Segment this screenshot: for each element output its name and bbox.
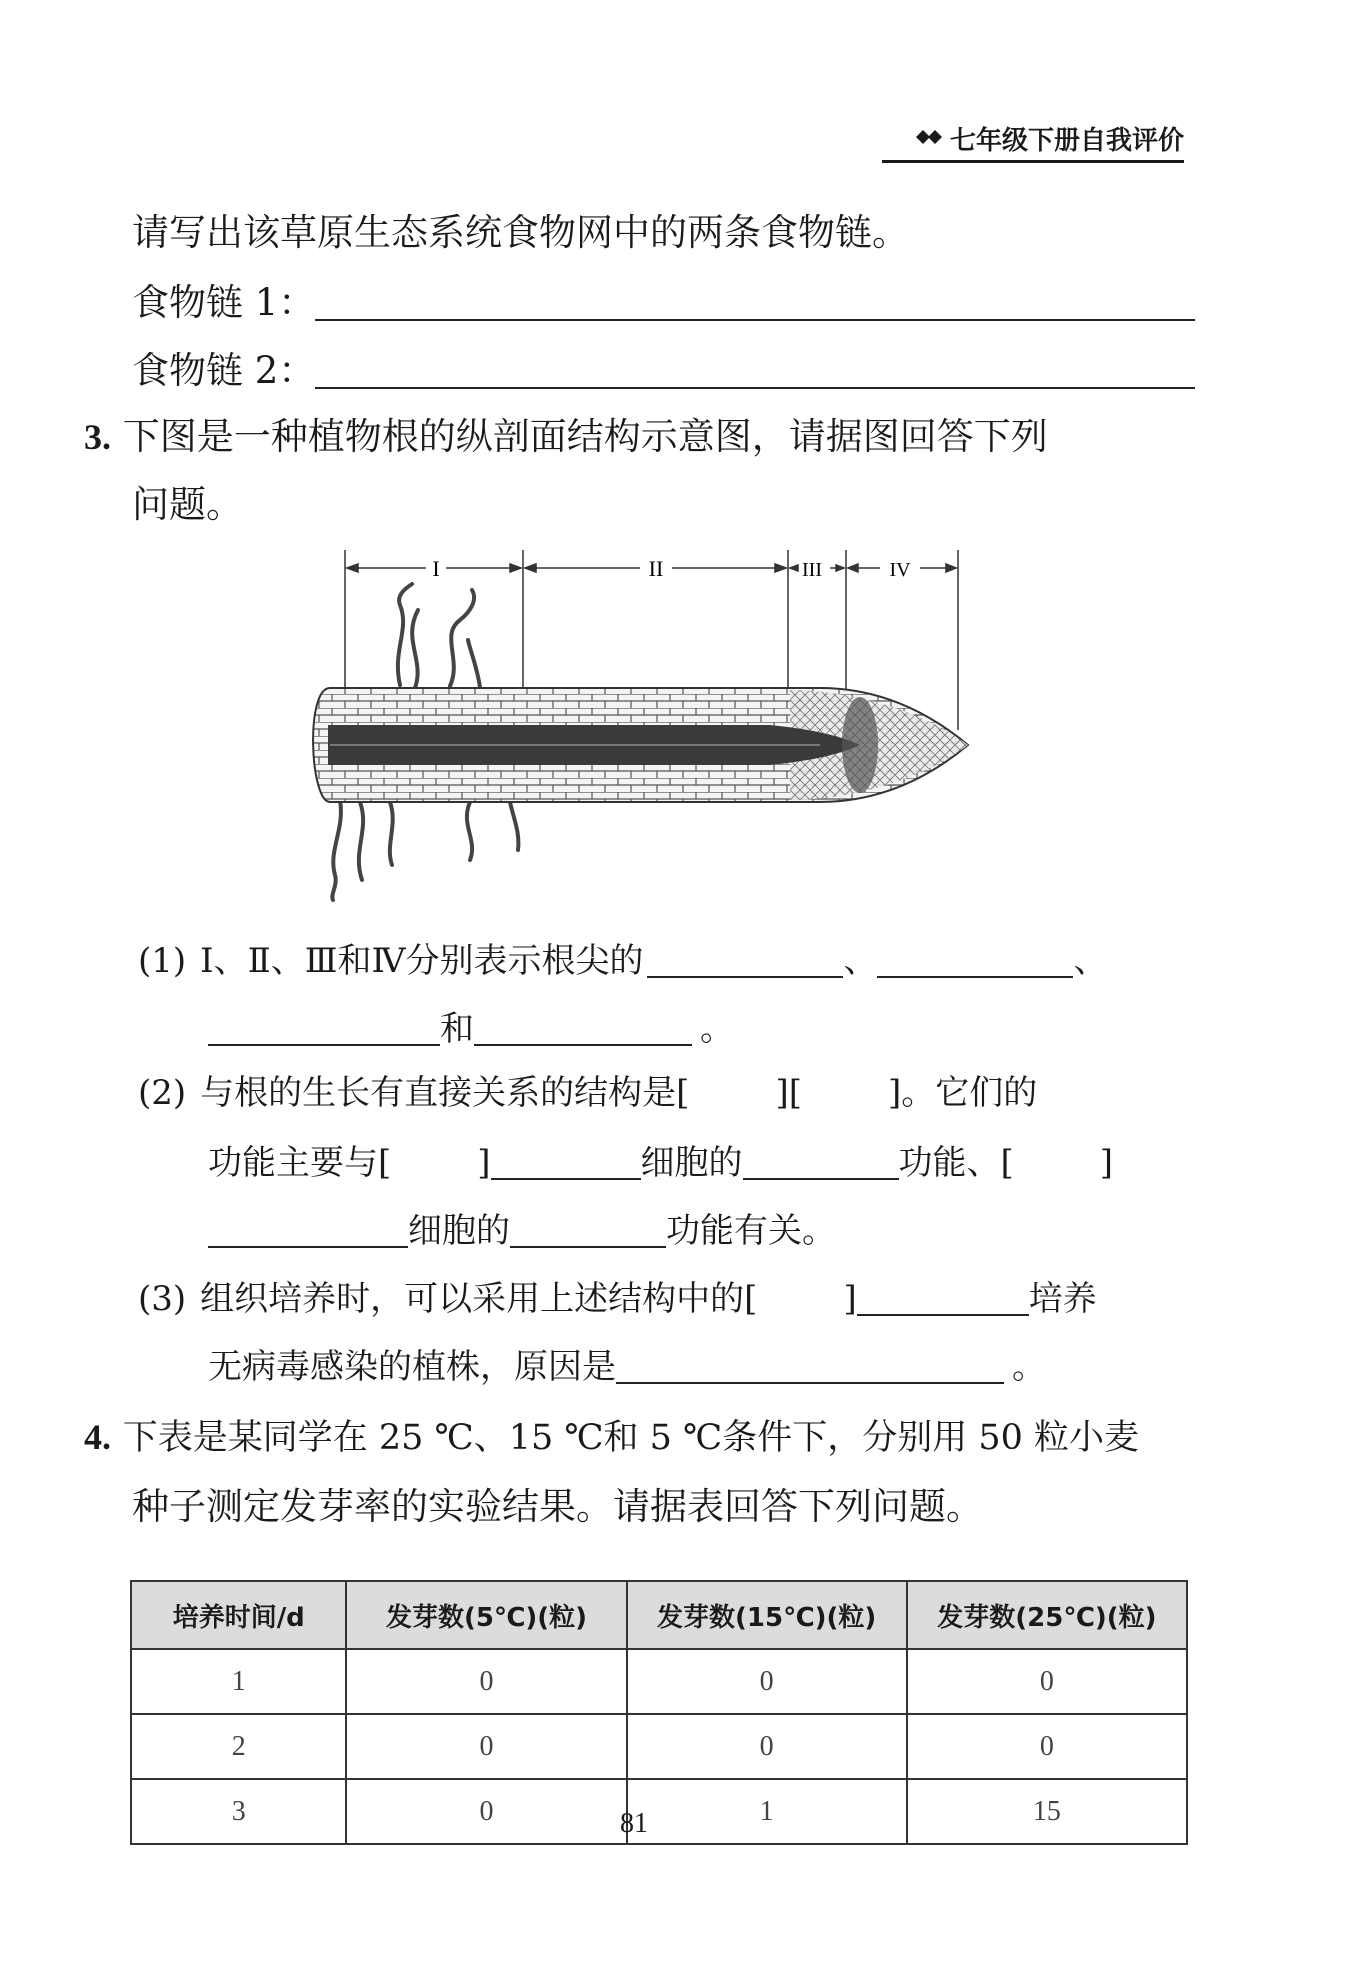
q3-part1-text: Ⅰ、Ⅱ、Ⅲ和Ⅳ分别表示根尖的 — [200, 941, 644, 981]
diagram-label-1: I — [432, 556, 440, 581]
q3-part3-text2: 无病毒感染的植株，原因是 — [208, 1347, 616, 1387]
q3-part1-end: 。 — [700, 1009, 734, 1049]
table-cell: 0 — [627, 1714, 907, 1779]
table-cell: 0 — [346, 1779, 626, 1844]
food-chain-2-blank[interactable] — [315, 353, 1195, 389]
q3-part2-cell1: 细胞的 — [640, 1143, 743, 1183]
q3-part2-bracket4-close: ] — [1099, 1143, 1114, 1183]
table-row — [131, 1779, 1187, 1844]
q4-text-line2: 种子测定发芽率的实验结果。请据表回答下列问题。 — [132, 1485, 983, 1528]
q3-part1-blank1[interactable] — [647, 942, 843, 978]
q3-text-line1: 下图是一种植物根的纵剖面结构示意图，请据图回答下列 — [122, 415, 1048, 458]
table-row — [131, 1714, 1187, 1779]
q3-part2-cell2: 细胞的 — [408, 1211, 510, 1251]
table-cell: 1 — [627, 1779, 907, 1844]
table-header-cell: 发芽数(5℃)(粒) — [346, 1581, 626, 1649]
table-cell: 0 — [346, 1649, 626, 1714]
q3-part1-and: 和 — [440, 1009, 474, 1049]
intro-instruction: 请写出该草原生态系统食物网中的两条食物链。 — [132, 211, 909, 254]
root-diagram — [300, 540, 980, 910]
table-header-cell: 培养时间/d — [131, 1581, 346, 1649]
q3-part1-row1 — [138, 941, 1108, 981]
q3-part2-func1: 功能、[ — [898, 1143, 1014, 1183]
food-chain-2-row — [132, 349, 1195, 392]
q3-part2-bracket3-close: ] — [477, 1143, 491, 1183]
table-cell: 1 — [131, 1649, 346, 1714]
food-chain-1-blank[interactable] — [315, 285, 1195, 321]
q3-part1-blank3[interactable] — [208, 1010, 440, 1046]
q3-text-line2: 问题。 — [132, 483, 243, 526]
q3-part2-num: (2) — [138, 1073, 187, 1113]
q3-part2-blank2[interactable] — [743, 1144, 899, 1180]
q3-part2-blank1[interactable] — [491, 1144, 641, 1180]
q3-part1-blank4[interactable] — [474, 1010, 692, 1046]
table-row — [131, 1649, 1187, 1714]
q3-part3-end: 。 — [1012, 1347, 1046, 1387]
q3-part2-row2 — [208, 1143, 1114, 1183]
page-number: 81 — [620, 1808, 648, 1839]
q3-part1-row2 — [208, 1009, 734, 1049]
diagram-label-4: IV — [889, 559, 911, 581]
q3-part3-text1: 组织培养时，可以采用上述结构中的[ — [200, 1279, 758, 1319]
q3-part3-row2 — [208, 1347, 1046, 1387]
table-cell: 2 — [131, 1714, 346, 1779]
q4-number: 4. — [84, 1417, 111, 1457]
q3-number: 3. — [84, 417, 111, 457]
table-cell: 0 — [907, 1714, 1187, 1779]
diagram-label-2: II — [648, 556, 664, 581]
q3-part2-bracket-sep: ][ — [775, 1073, 802, 1113]
table-cell: 3 — [131, 1779, 346, 1844]
q3-part1-blank2[interactable] — [877, 942, 1073, 978]
q3-part3-blank1[interactable] — [857, 1280, 1029, 1316]
q3-part2-row1 — [138, 1073, 1038, 1113]
q3-part3-text1b: 培养 — [1028, 1279, 1097, 1319]
q3-part2-text2: 功能主要与[ — [208, 1143, 392, 1183]
q3-part3-blank2[interactable] — [616, 1348, 1004, 1384]
header-rule — [882, 160, 1184, 163]
table-cell: 0 — [346, 1714, 626, 1779]
q3-part3-bracket-close: ] — [843, 1279, 857, 1319]
table-cell: 0 — [627, 1649, 907, 1714]
q3-part3-num: (3) — [138, 1279, 187, 1319]
q3-part2-blank4[interactable] — [510, 1212, 666, 1248]
double-diamond-icon — [916, 124, 946, 154]
food-chain-2-label: 食物链 2： — [132, 349, 316, 392]
header-title: 七年级下册自我评价 — [949, 126, 1184, 156]
q3-line1 — [84, 415, 1048, 458]
q3-part2-text1: 与根的生长有直接关系的结构是[ — [200, 1073, 690, 1113]
table-cell: 15 — [907, 1779, 1187, 1844]
diagram-label-3: III — [802, 559, 822, 581]
table-header-cell: 发芽数(15℃)(粒) — [627, 1581, 907, 1649]
section-header — [916, 120, 1184, 157]
q4-text-line1: 下表是某同学在 25 ℃、15 ℃和 5 ℃条件下，分别用 50 粒小麦 — [122, 1418, 1139, 1458]
table-cell: 0 — [907, 1649, 1187, 1714]
q3-part2-end: 功能有关。 — [666, 1211, 836, 1251]
germination-table — [130, 1580, 1188, 1845]
q4-line1 — [84, 1418, 1139, 1456]
q3-part1-num: (1) — [138, 941, 187, 981]
q3-part1-sep1: 、 — [843, 941, 878, 981]
table-header-cell: 发芽数(25℃)(粒) — [907, 1581, 1187, 1649]
table-header-row — [131, 1581, 1187, 1649]
q3-part2-blank3[interactable] — [208, 1212, 408, 1248]
q3-part1-sep2: 、 — [1073, 941, 1108, 981]
food-chain-1-row — [132, 281, 1195, 324]
food-chain-1-label: 食物链 1： — [132, 281, 316, 324]
q3-part2-row3 — [208, 1211, 836, 1251]
q3-part3-row1 — [138, 1279, 1097, 1319]
q3-part2-text-tail: ]。它们的 — [887, 1073, 1038, 1113]
